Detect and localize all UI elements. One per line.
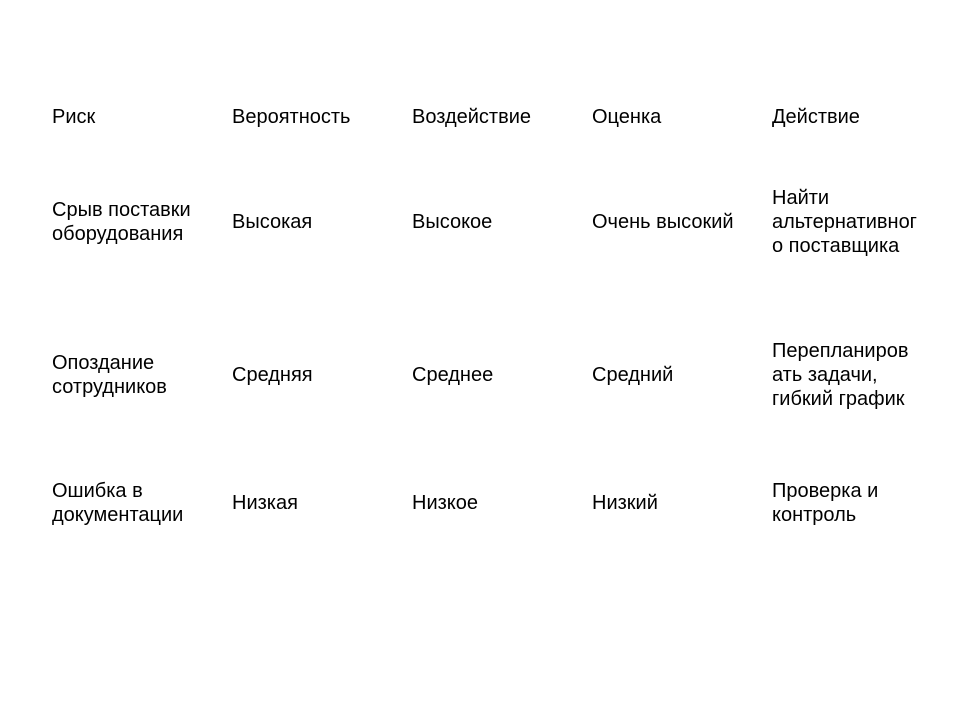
- row-1-probability: Высокая: [232, 211, 313, 233]
- header-risk: Риск: [52, 106, 96, 128]
- row-2-rating: Средний: [592, 364, 674, 386]
- header-probability: Вероятность: [232, 106, 351, 128]
- row-2-impact: Среднее: [412, 364, 494, 386]
- row-3-action: Проверка и контроль: [772, 480, 879, 526]
- row-1-rating: Очень высокий: [592, 211, 734, 233]
- header-rating: Оценка: [592, 106, 662, 128]
- row-1-impact: Высокое: [412, 211, 493, 233]
- row-1-action: Найти альтернативног о поставщика: [772, 187, 917, 257]
- header-action: Действие: [772, 106, 860, 128]
- row-3-rating: Низкий: [592, 492, 658, 514]
- row-2-action: Перепланиров ать задачи, гибкий график: [772, 340, 909, 410]
- row-2-risk: Опоздание сотрудников: [52, 352, 167, 398]
- header-impact: Воздействие: [412, 106, 532, 128]
- row-2-probability: Средняя: [232, 364, 313, 386]
- row-1-risk: Срыв поставки оборудования: [52, 199, 191, 245]
- row-3-impact: Низкое: [412, 492, 479, 514]
- row-3-risk: Ошибка в документации: [52, 480, 184, 526]
- row-3-probability: Низкая: [232, 492, 298, 514]
